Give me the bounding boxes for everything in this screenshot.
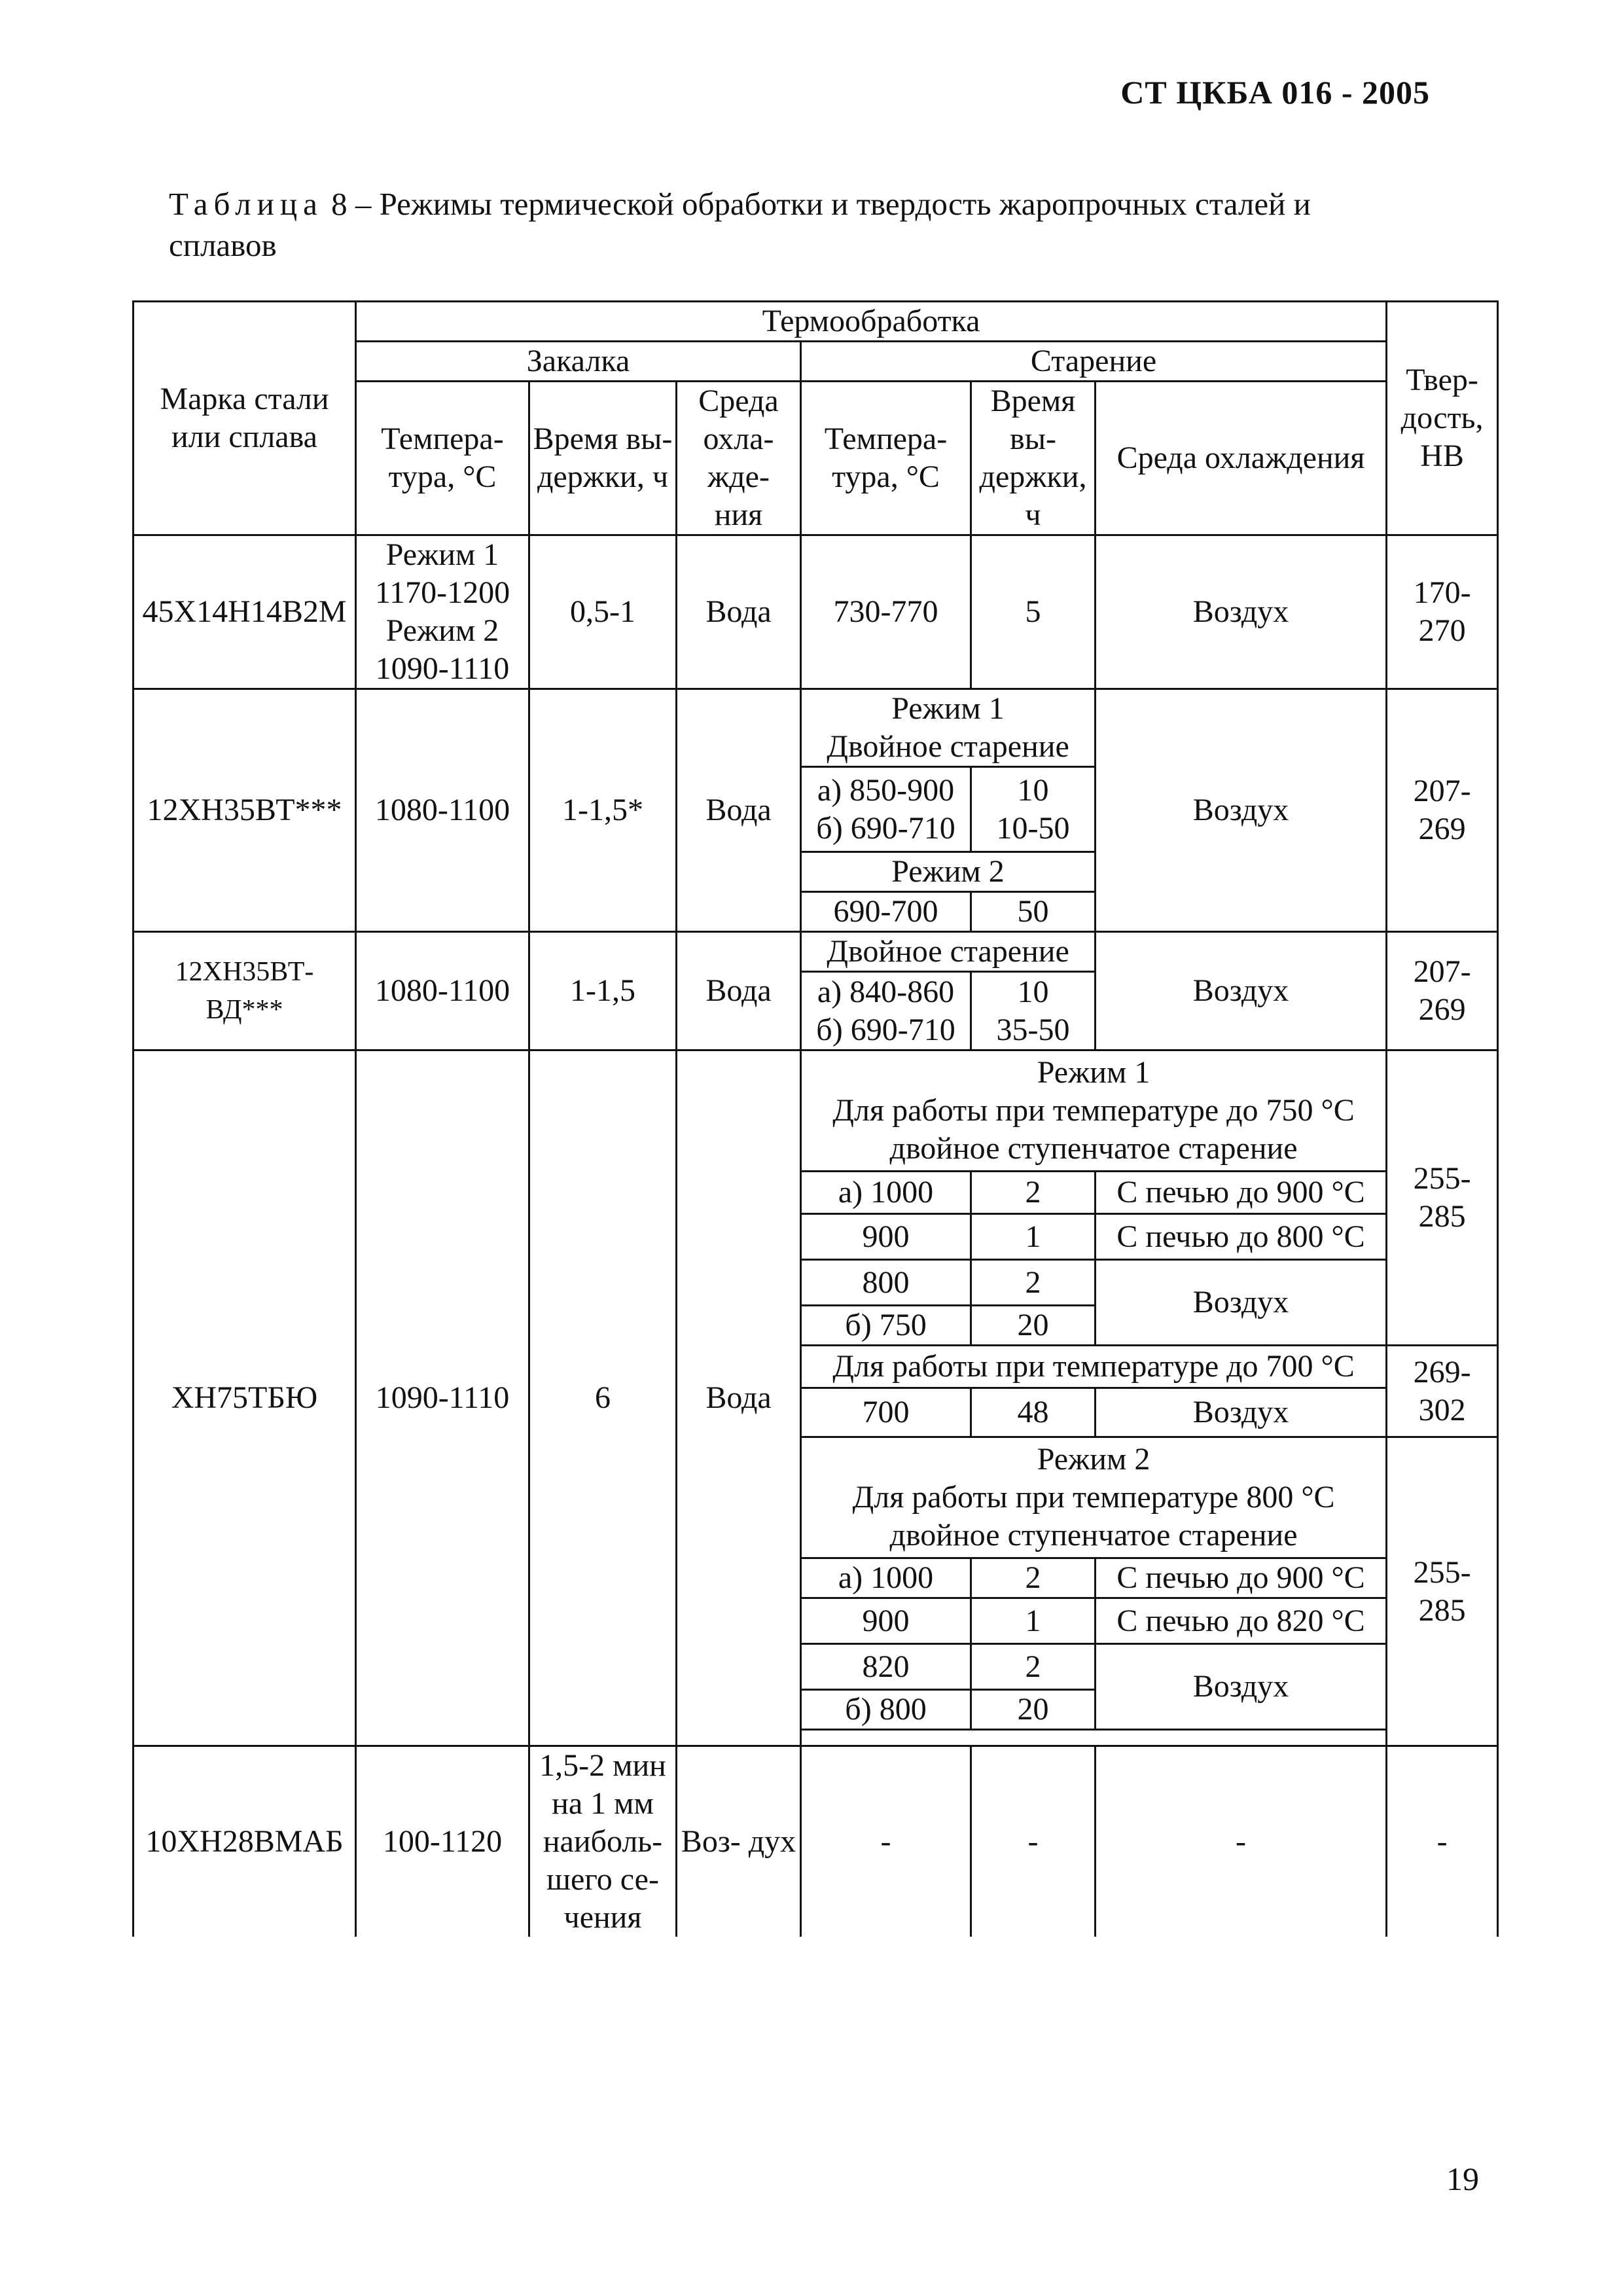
aging-medium: С печью до 900 °С — [1096, 1172, 1387, 1214]
aging-temperature: б) 750 — [801, 1306, 971, 1346]
aging-time: 20 — [971, 1690, 1096, 1730]
aging-time — [971, 972, 1096, 1050]
temperature-value: 1170-1200 — [374, 575, 510, 610]
aging-temperature — [801, 767, 971, 852]
aging-temperature: 800 — [801, 1260, 971, 1306]
mode-label: Режим 1 — [891, 691, 1005, 726]
aging-temperature: 900 — [801, 1214, 971, 1260]
header-quench-medium: Среда охла- жде- ния — [677, 382, 801, 535]
quench-time: 1-1,5* — [529, 689, 677, 932]
aging-mode-subtitle: Двойное старение — [801, 932, 1096, 972]
aging-time: 20 — [971, 1306, 1096, 1346]
header-quench-time: Время вы- держки, ч — [529, 382, 677, 535]
mode-subtitle: Двойное старение — [827, 729, 1069, 764]
aging-time: 5 — [971, 535, 1096, 689]
aging-temperature — [801, 972, 971, 1050]
caption-label: Таблица — [169, 186, 323, 222]
header-aging-temperature: Темпера- тура, °С — [801, 382, 971, 535]
aging-medium: Воздух — [1096, 932, 1387, 1050]
table-row — [134, 1050, 1498, 1172]
table-row — [134, 1746, 1498, 1937]
table-row — [134, 689, 1498, 767]
aging-time: 2 — [971, 1644, 1096, 1690]
caption-text: 8 – Режимы термической обработки и твердость жаропрочных сталей и сплавов — [169, 186, 1311, 263]
quench-medium: Вода — [677, 1050, 801, 1746]
aging-mode-title: Режим 2 — [801, 852, 1096, 892]
steel-grade: 12ХН35ВТ*** — [134, 689, 356, 932]
steel-grade: 12ХН35ВТ-ВД*** — [134, 932, 356, 1050]
header-aging-medium: Среда охлаждения — [1096, 382, 1387, 535]
quench-time: 1,5-2 мин на 1 мм наиболь- шего се- чения — [529, 1746, 677, 1937]
aging-temperature: 820 — [801, 1644, 971, 1690]
mode-label: Режим 2 — [1037, 1442, 1150, 1477]
aging-time: 2 — [971, 1260, 1096, 1306]
aging-mode-description — [801, 1050, 1387, 1172]
aging-medium: Воздух — [1096, 535, 1387, 689]
quench-medium: Вода — [677, 689, 801, 932]
aging-time: 1 — [971, 1598, 1096, 1644]
aging-temperature: б) 800 — [801, 1690, 971, 1730]
aging-temperature: а) 1000 — [801, 1172, 971, 1214]
quench-temperature: 1080-1100 — [356, 932, 529, 1050]
mode-condition: Для работы при температуре 800 °С — [852, 1480, 1335, 1515]
mode-label: Режим 2 — [385, 613, 499, 648]
mode-subtitle: двойное ступенчатое старение — [889, 1518, 1298, 1552]
quench-time: 0,5-1 — [529, 535, 677, 689]
hardness-value: 255- 285 — [1387, 1050, 1498, 1346]
header-heat-treatment: Термообработка — [356, 302, 1387, 342]
empty-cell — [801, 1730, 1387, 1746]
aging-time: 48 — [971, 1388, 1096, 1437]
aging-time: 50 — [971, 892, 1096, 932]
header-grade: Марка стали или сплава — [134, 302, 356, 535]
aging-medium: - — [1096, 1746, 1387, 1937]
mode-condition: Для работы при температуре до 750 °С — [832, 1093, 1355, 1128]
table-row — [134, 932, 1498, 972]
aging-time: 1 — [971, 1214, 1096, 1260]
temperature-value: а) 840-860 — [817, 974, 955, 1009]
aging-temperature: а) 1000 — [801, 1558, 971, 1598]
aging-medium: С печью до 800 °С — [1096, 1214, 1387, 1260]
header-quenching: Закалка — [356, 342, 801, 382]
mode-label: Режим 1 — [385, 537, 499, 572]
aging-time — [971, 767, 1096, 852]
temperature-value: а) 850-900 — [817, 772, 955, 808]
quench-medium: Воз- дух — [677, 1746, 801, 1937]
time-value: 35-50 — [996, 1012, 1070, 1047]
quench-time: 6 — [529, 1050, 677, 1746]
aging-temperature: 690-700 — [801, 892, 971, 932]
aging-time: 2 — [971, 1172, 1096, 1214]
aging-temperature: 700 — [801, 1388, 971, 1437]
mode-label: Режим 1 — [1037, 1055, 1150, 1090]
steel-grade: 45Х14Н14В2М — [134, 535, 356, 689]
header-aging-time: Время вы- держки, ч — [971, 382, 1096, 535]
header-aging: Старение — [801, 342, 1387, 382]
time-value: 10 — [1017, 974, 1049, 1009]
aging-time: 2 — [971, 1558, 1096, 1598]
hardness-value: 255- 285 — [1387, 1437, 1498, 1746]
hardness-value: - — [1387, 1746, 1498, 1937]
hardness-value: 207- 269 — [1387, 932, 1498, 1050]
aging-temperature: 900 — [801, 1598, 971, 1644]
header-quench-temperature: Темпера- тура, °С — [356, 382, 529, 535]
heat-treatment-table — [132, 300, 1499, 1937]
time-value: 10-50 — [996, 810, 1070, 846]
hardness-value: 269- 302 — [1387, 1346, 1498, 1437]
aging-medium: Воздух — [1096, 689, 1387, 932]
hardness-value: 170- 270 — [1387, 535, 1498, 689]
quench-time: 1-1,5 — [529, 932, 677, 1050]
header-hardness: Твер- дость, НВ — [1387, 302, 1498, 535]
aging-mode-description — [801, 1437, 1387, 1558]
temperature-value: б) 690-710 — [816, 810, 955, 846]
aging-medium: Воздух — [1096, 1388, 1387, 1437]
aging-medium: С печью до 900 °С — [1096, 1558, 1387, 1598]
aging-medium: Воздух — [1096, 1644, 1387, 1730]
temperature-value: 1090-1110 — [375, 651, 510, 686]
aging-mode-condition: Для работы при температуре до 700 °С — [801, 1346, 1387, 1388]
quench-medium: Вода — [677, 932, 801, 1050]
time-value: 10 — [1017, 772, 1049, 808]
temperature-value: б) 690-710 — [816, 1012, 955, 1047]
quench-medium: Вода — [677, 535, 801, 689]
steel-grade: ХН75ТБЮ — [134, 1050, 356, 1746]
aging-medium: Воздух — [1096, 1260, 1387, 1346]
document-code: СТ ЦКБА 016 - 2005 — [1120, 74, 1430, 111]
steel-grade: 10ХН28ВМАБ — [134, 1746, 356, 1937]
quench-temperature: 100-1120 — [356, 1746, 529, 1937]
table-row — [134, 535, 1498, 689]
quench-temperature — [356, 535, 529, 689]
quench-temperature: 1080-1100 — [356, 689, 529, 932]
page-number: 19 — [1446, 2161, 1479, 2197]
aging-temperature: - — [801, 1746, 971, 1937]
aging-temperature: 730-770 — [801, 535, 971, 689]
aging-medium: С печью до 820 °С — [1096, 1598, 1387, 1644]
mode-subtitle: двойное ступенчатое старение — [889, 1131, 1298, 1166]
quench-temperature: 1090-1110 — [356, 1050, 529, 1746]
aging-time: - — [971, 1746, 1096, 1937]
aging-mode-title — [801, 689, 1096, 767]
hardness-value: 207- 269 — [1387, 689, 1498, 932]
table-caption — [169, 183, 1412, 266]
